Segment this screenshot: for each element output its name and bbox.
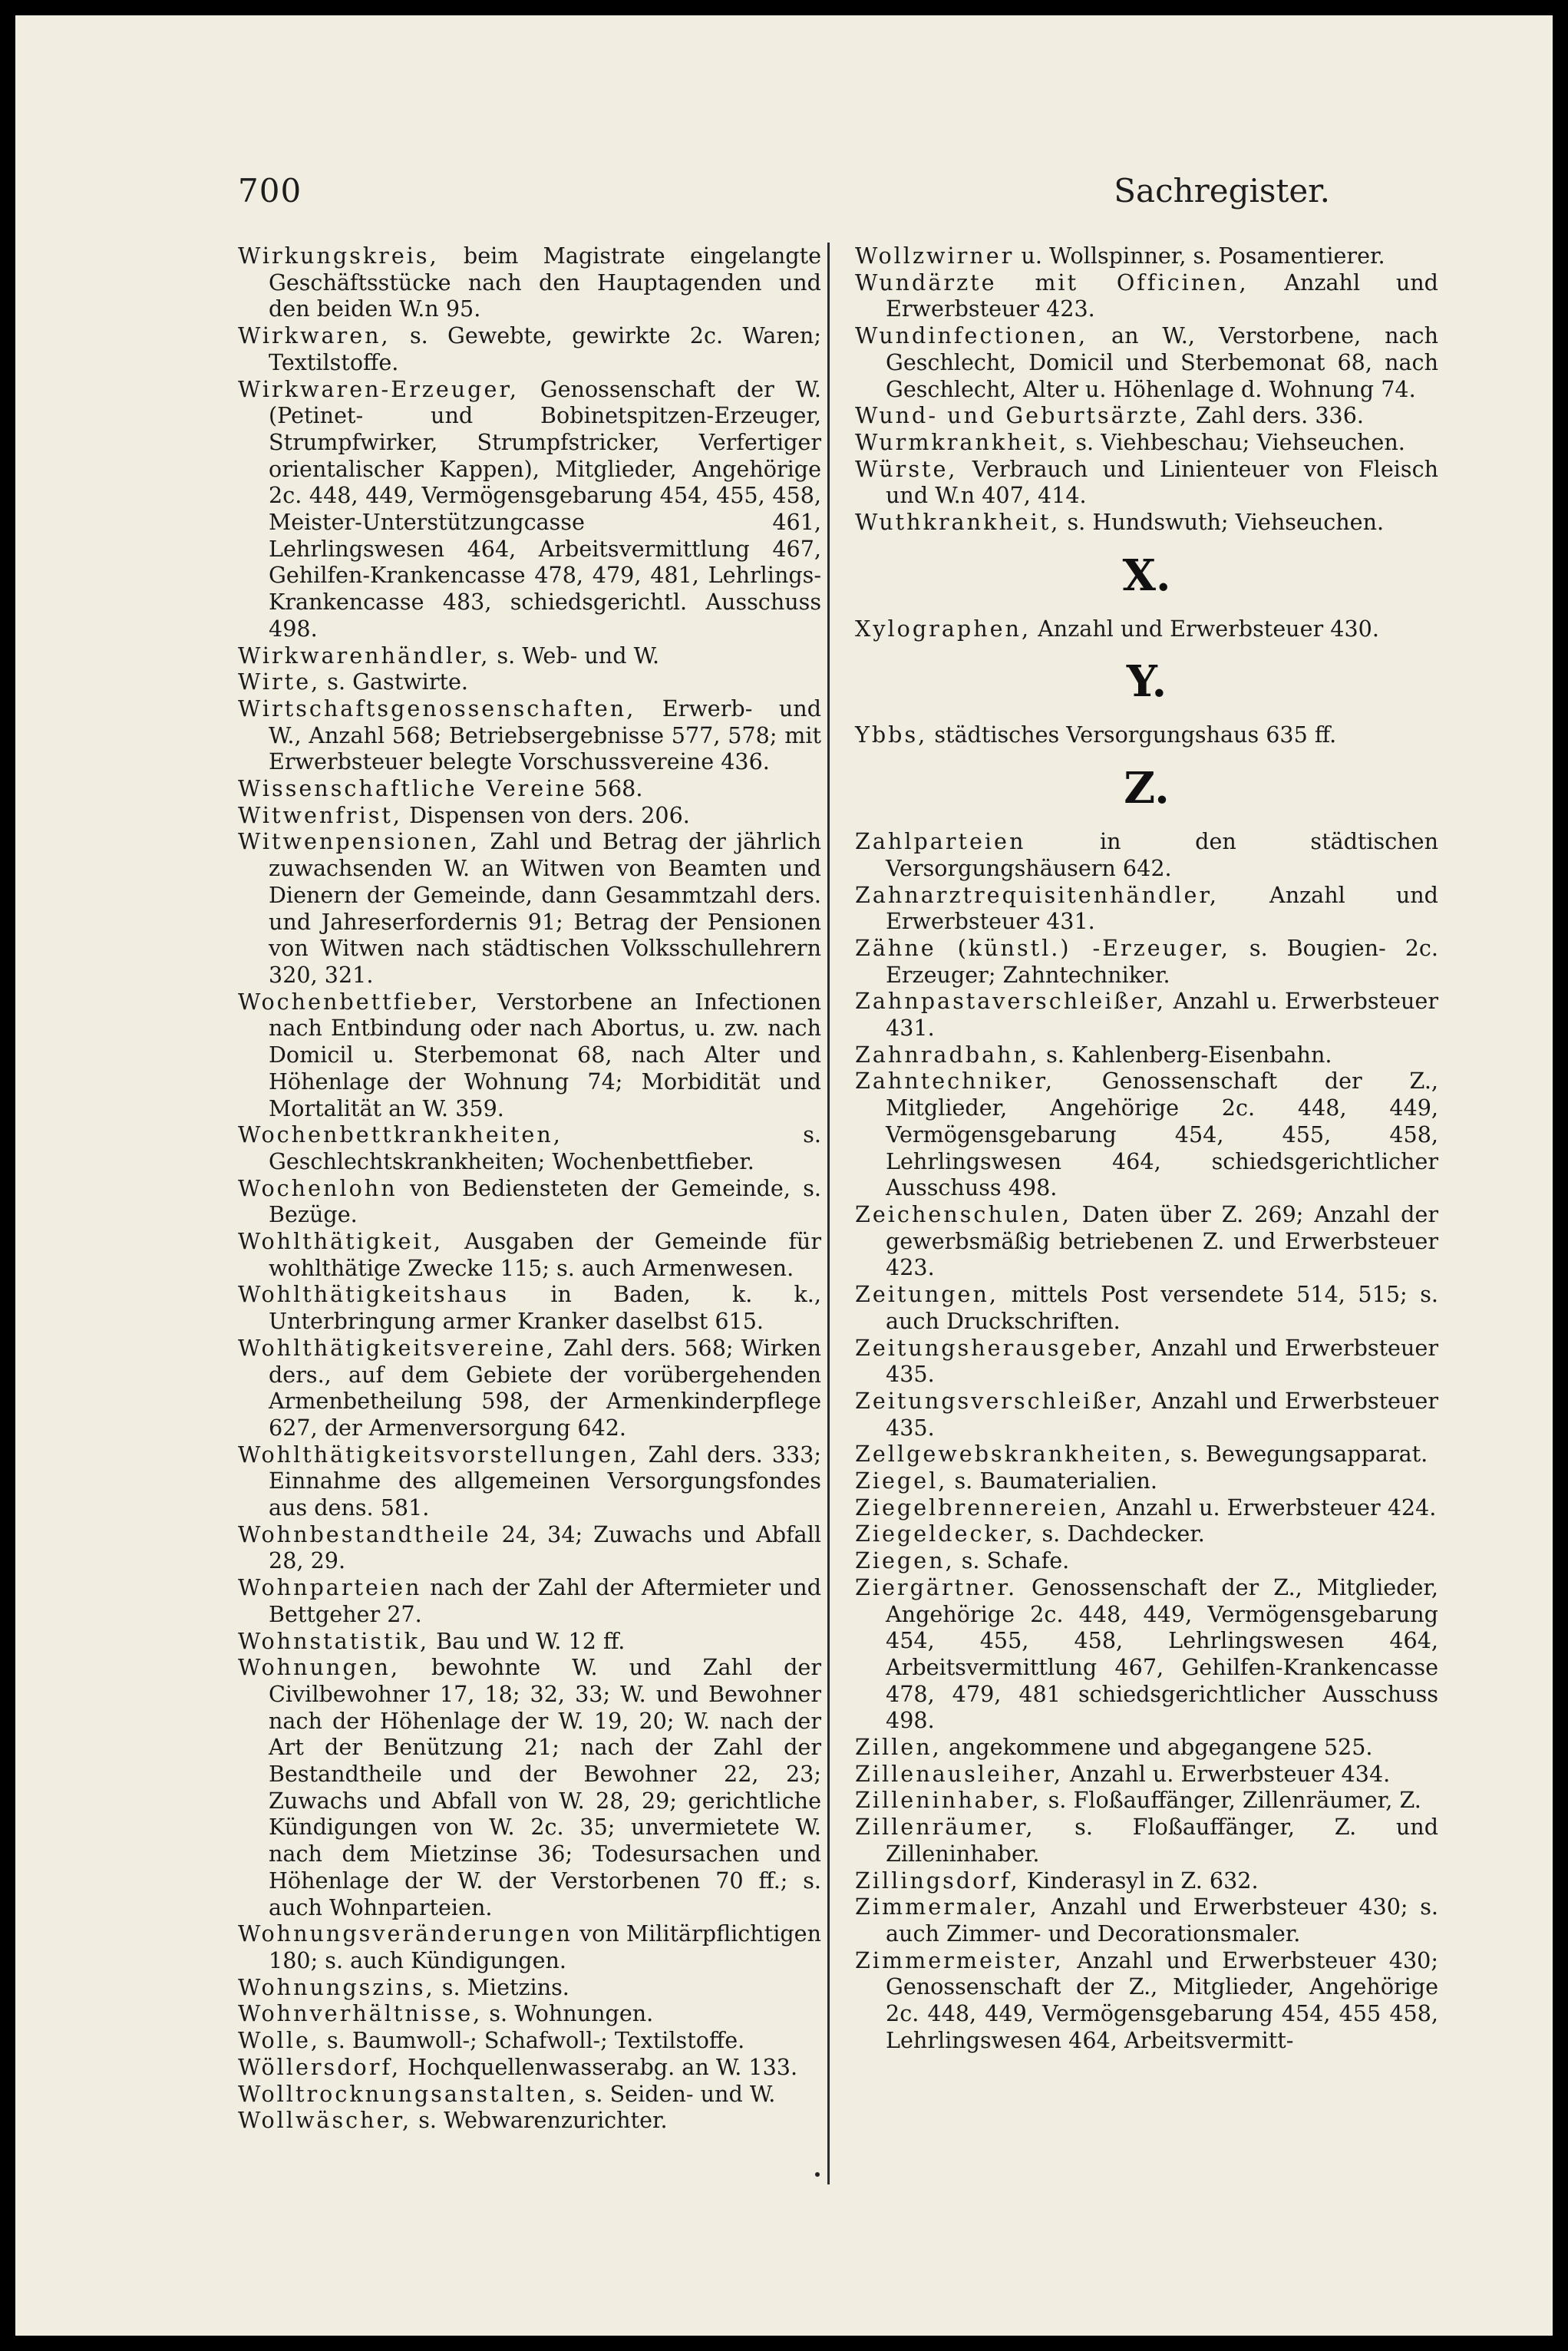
running-title: Sachregister. [1114, 172, 1330, 210]
entry-keyword: Wirkwaren-Erzeuger, [238, 375, 520, 402]
entry-keyword: Wuthkrankheit, [855, 509, 1061, 536]
entry-text: in den städtischen Versorgungshäusern 642. [886, 828, 1438, 881]
index-entry [238, 1628, 821, 1655]
entry-keyword: Wolltrocknungsanstalten, [238, 2080, 578, 2107]
entry-text: Anzahl und Erwerbsteuer 430. [1031, 615, 1379, 642]
entry-text: an W., Verstorbene, nach Geschlecht, Domicil und Sterbemonat 68, nach Geschlecht, Alter u. Höhenlage d. Wohnung 74. [886, 322, 1438, 402]
index-entry [855, 1068, 1438, 1201]
footer-mark [815, 2172, 820, 2177]
index-entry [855, 721, 1438, 748]
entry-keyword: Witwenfrist, [238, 801, 402, 828]
entry-keyword: Wöllersdorf, [238, 2053, 401, 2080]
index-entry [238, 1228, 821, 1281]
left-column [238, 243, 821, 2134]
entry-text: Anzahl und Erwerbsteuer 435. [886, 1334, 1438, 1388]
page [15, 15, 1553, 2336]
entry-text: Kinderasyl in Z. 632. [1019, 1867, 1259, 1894]
entry-text: Bau und W. 12 ff. [429, 1627, 626, 1654]
index-entry [855, 1521, 1438, 1547]
entry-text: s. Baumwoll-; Schafwoll-; Textilstoffe. [319, 2027, 745, 2054]
index-entry [855, 1761, 1438, 1788]
entry-keyword: Zeitungsverschleißer, [855, 1387, 1144, 1414]
index-entry [855, 429, 1438, 456]
entry-keyword: Wirtschaftsgenossenschaften, [238, 695, 636, 721]
index-entry [238, 989, 821, 1122]
entry-text: Genossenschaft der Z., Mitglieder, Angehörige 2c. 448, 449, Vermögensgebarung 454, 455, 458, Lehrlingswesen 464, schiedsgerichtlicher Ausschuss 498. [886, 1068, 1438, 1201]
index-entry [855, 1867, 1438, 1894]
entry-keyword: Zahnarztrequisitenhändler, [855, 881, 1219, 908]
index-entry [855, 269, 1438, 322]
entry-keyword: Wirkwarenhändler, [238, 642, 490, 669]
entry-text: Verbrauch und Linienteuer von Fleisch und W.n 407, 414. [886, 455, 1438, 509]
entry-keyword: Zeitungen, [855, 1281, 999, 1308]
index-entry [238, 775, 821, 802]
entry-keyword: Zellgewebskrankheiten, [855, 1441, 1174, 1468]
index-entry [855, 828, 1438, 881]
entry-keyword: Wirkungskreis, [238, 243, 439, 269]
index-entry [238, 828, 821, 988]
index-entry [855, 1441, 1438, 1468]
index-entry [855, 1787, 1438, 1814]
section-letter-z: Z. [1124, 763, 1170, 814]
entry-keyword: Ziegelbrennereien, [855, 1494, 1110, 1521]
entry-text: s. Webwarenzurichter. [411, 2107, 668, 2134]
index-entry [855, 1388, 1438, 1441]
entry-text: Verstorbene an Infectionen nach Entbindung oder nach Abortus, u. zw. nach Domicil u. Sterbemonat 68, nach Alter und Höhenlage der Wohnung 74; Morbidität und Mortalität an W. 359. [269, 988, 821, 1121]
entry-text: Genossenschaft der W. (Petinet- und Bobinetspitzen-Erzeuger, Strumpfwirker, Strumpfstricker, Verfertiger orientalischer Kappen), Mitglieder, Angehörige 2c. 448, 449, Vermögensgebarung 454, 455, 458, Meister-Unterstützungcasse 461, Lehrlingswesen 464, Arbeitsvermittlung 467, Gehilfen-Krankencasse 478, 479, 481, Lehrlings-Krankencasse 483, schiedsgerichtl. Ausschuss 498. [269, 375, 821, 642]
index-entry [238, 2107, 821, 2134]
entry-keyword: Wochenlohn [238, 1174, 398, 1201]
index-entry [855, 882, 1438, 935]
entry-keyword: Würste, [855, 455, 958, 482]
entry-keyword: Wund- und Geburtsärzte, [855, 402, 1189, 429]
entry-keyword: Wirte, [238, 669, 321, 695]
index-entry [238, 1654, 821, 1920]
index-entry [855, 1494, 1438, 1521]
entry-keyword: Wolle, [238, 2027, 320, 2054]
index-entry [238, 1281, 821, 1334]
entry-text: s. Kahlenberg-Eisenbahn. [1039, 1041, 1332, 1068]
index-entry [238, 243, 821, 322]
entry-keyword: Zeitungsherausgeber, [855, 1334, 1144, 1361]
section-letter-y: Y. [1126, 656, 1167, 708]
index-entry [238, 1920, 821, 1973]
entry-keyword: Wohnverhältnisse, [238, 2000, 483, 2027]
entry-keyword: Zahntechniker, [855, 1068, 1055, 1095]
index-entry [238, 1335, 821, 1441]
entry-keyword: Wohlthätigkeitshaus [238, 1281, 510, 1308]
entry-keyword: Zimmermeister, [855, 1947, 1064, 1973]
index-entry [238, 2081, 821, 2108]
index-entry [238, 1121, 821, 1174]
index-entry [855, 935, 1438, 988]
entry-text: angekommene und abgegangene 525. [941, 1734, 1373, 1761]
entry-text: s. Dachdecker. [1035, 1521, 1205, 1547]
entry-text: s. Web- und W. [490, 642, 660, 669]
entry-text: s. Wohnungen. [482, 2000, 654, 2027]
index-entry [855, 988, 1438, 1041]
entry-text: nach der Zahl der Aftermieter und Bettgeher 27. [269, 1574, 821, 1627]
entry-keyword: Zillenausleiher, [855, 1760, 1063, 1787]
entry-text: bewohnte W. und Zahl der Civilbewohner 17, 18; 32, 33; W. und Bewohner nach der Höhenlage der W. 19, 20; W. nach der Art der Benützung 21; nach der Zahl der Bestandtheile und der Bewohner 22, 23; Zuwachs und Abfall von W. 28, 29; gerichtliche Kündigungen von W. 2c. 35; unvermietete W. nach dem Mietzinse 36; Todesursachen und Höhenlage der W. der Verstorbenen 70 ff.; s. auch Wohnparteien. [269, 1654, 821, 1920]
entry-text: 568. [586, 775, 643, 802]
index-entry [855, 1574, 1438, 1734]
index-entry [238, 669, 821, 695]
index-entry [855, 1734, 1438, 1761]
index-entry [238, 642, 821, 669]
index-entry [238, 2054, 821, 2081]
entry-keyword: Wohnstatistik, [238, 1627, 430, 1654]
index-entry [855, 1468, 1438, 1494]
entry-text: Daten über Z. 269; Anzahl der gewerbsmäßig betriebenen Z. und Erwerbsteuer 423. [886, 1200, 1438, 1281]
index-entry [238, 1974, 821, 2001]
entry-keyword: Wochenbettfieber, [238, 988, 480, 1015]
entry-text: von Militärpflichtigen 180; s. auch Kündigungen. [269, 1920, 821, 1973]
page-header [223, 172, 1345, 218]
entry-text: s. Bewegungsapparat. [1173, 1441, 1428, 1468]
entry-keyword: Wohlthätigkeitsvereine, [238, 1334, 556, 1361]
index-entry [238, 376, 821, 642]
entry-text: s. Schafe. [954, 1547, 1070, 1574]
section-letter-x: X. [1122, 550, 1171, 601]
entry-keyword: Zeichenschulen, [855, 1200, 1071, 1227]
entry-keyword: Wohlthätigkeitsvorstellungen, [238, 1441, 639, 1468]
entry-text: Zahl ders. 333; Einnahme des allgemeinen Versorgungsfondes aus dens. 581. [269, 1441, 821, 1521]
entry-text: 24, 34; Zuwachs und Abfall 28, 29. [269, 1521, 821, 1574]
entry-keyword: Ziegen, [855, 1547, 955, 1574]
entry-keyword: Wirkwaren, [238, 322, 391, 349]
entry-text: Zahl und Betrag der jährlich zuwachsenden W. an Witwen von Beamten und Dienern der Gemeinde, dann Gesammtzahl ders. und Jahreserfordernis 91; Betrag der Pensionen von Witwen nach städtischen Volksschullehrern 320, 321. [269, 828, 821, 988]
index-entry [855, 1201, 1438, 1281]
index-entry [855, 1335, 1438, 1388]
entry-keyword: Xylographen, [855, 615, 1032, 642]
entry-text: Anzahl u. Erwerbsteuer 434. [1062, 1760, 1391, 1787]
entry-keyword: Zillen, [855, 1734, 942, 1761]
entry-keyword: Ybbs, [855, 721, 928, 748]
entry-text: mittels Post versendete 514, 515; s. auch Druckschriften. [886, 1281, 1438, 1334]
entry-text: beim Magistrate eingelangte Geschäftsstücke nach den Hauptagenden und den beiden W.n 95. [269, 243, 821, 322]
index-entry [855, 509, 1438, 536]
entry-text: s. Baumaterialien. [947, 1468, 1157, 1494]
entry-text: s. Viehbeschau; Viehseuchen. [1068, 428, 1405, 455]
entry-text: Anzahl und Erwerbsteuer 423. [886, 269, 1438, 322]
entry-keyword: Witwenpensionen, [238, 828, 480, 855]
entry-text: Anzahl und Erwerbsteuer 430; Genossenschaft der Z., Mitglieder, Angehörige 2c. 448, 449, Vermögensgebarung 454, 455 458, Lehrlingswesen 464, Arbeitsvermitt- [886, 1947, 1438, 2053]
index-entry [238, 802, 821, 829]
entry-text: s. Gewebte, gewirkte 2c. Waren; Textilstoffe. [269, 322, 821, 375]
entry-keyword: Ziergärtner. [855, 1573, 1018, 1600]
index-entry [855, 1547, 1438, 1574]
index-entry [238, 1175, 821, 1228]
entry-text: s. Floßauffänger, Z. und Zilleninhaber. [886, 1814, 1438, 1867]
column-divider [827, 243, 830, 2184]
index-entry [238, 2000, 821, 2027]
entry-text: Anzahl u. Erwerbsteuer 424. [1109, 1494, 1437, 1521]
entry-keyword: Zahnpastaverschleißer, [855, 988, 1167, 1015]
entry-keyword: Wochenbettkrankheiten, [238, 1121, 563, 1148]
entry-keyword: Zillingsdorf, [855, 1867, 1020, 1894]
entry-keyword: Wundärzte mit Officinen, [855, 269, 1249, 296]
entry-text: s. Seiden- und W. [577, 2080, 776, 2107]
entry-keyword: Wollzwirner [855, 243, 1015, 269]
entry-text: Anzahl u. Erwerbsteuer 431. [886, 988, 1438, 1042]
index-entry [855, 402, 1438, 429]
index-entry [238, 695, 821, 775]
index-entry [238, 1441, 821, 1521]
entry-keyword: Wissenschaftliche Vereine [238, 775, 587, 802]
entry-keyword: Wohnungszins, [238, 1973, 435, 2000]
entry-keyword: Wohnbestandtheile [238, 1521, 491, 1547]
entry-text: Zahl ders. 568; Wirken ders., auf dem Gebiete der vorübergehenden Armenbetheilung 598, der Armenkinderpflege 627, der Armenversorgung 642. [269, 1334, 821, 1441]
index-entry [855, 456, 1438, 509]
entry-text: Zahl ders. 336. [1188, 402, 1365, 429]
index-entry [855, 1947, 1438, 2054]
entry-text: Anzahl und Erwerbsteuer 435. [886, 1387, 1438, 1441]
right-column [855, 243, 1438, 2053]
entry-text: s. Hundswuth; Viehseuchen. [1060, 509, 1385, 536]
entry-text: s. Bougien- 2c. Erzeuger; Zahntechniker. [886, 934, 1438, 988]
entry-text: s. Geschlechtskrankheiten; Wochenbettfieber. [269, 1121, 821, 1174]
index-entry [855, 1894, 1438, 1947]
entry-text: s. Gastwirte. [320, 669, 468, 695]
entry-keyword: Ziegeldecker, [855, 1521, 1035, 1547]
index-entry [238, 1574, 821, 1627]
entry-keyword: Wohnungsveränderungen [238, 1920, 573, 1947]
entry-keyword: Zahnradbahn, [855, 1041, 1040, 1068]
entry-keyword: Zimmermaler, [855, 1894, 1039, 1920]
entry-text: Dispensen von ders. 206. [402, 801, 690, 828]
entry-text: Erwerb- und W., Anzahl 568; Betriebsergebnisse 577, 578; mit Erwerbsteuer belegte Vorschussvereine 436. [269, 695, 821, 775]
page-number: 700 [238, 172, 302, 210]
entry-keyword: Zahlparteien [855, 828, 1026, 855]
entry-text: Genossenschaft der Z., Mitglieder, Angehörige 2c. 448, 449, Vermögensgebarung 454, 455, 458, Lehrlingswesen 464, Arbeitsvermittlung 467, Gehilfen-Krankencasse 478, 479, 481 schiedsgerichtlicher Ausschuss 498. [886, 1573, 1438, 1734]
index-entry [855, 616, 1438, 642]
index-entry [855, 1281, 1438, 1334]
index-entry [238, 322, 821, 375]
index-entry [855, 1814, 1438, 1867]
entry-text: s. Mietzins. [434, 1973, 569, 2000]
entry-keyword: Wurmkrankheit, [855, 428, 1069, 455]
index-entry [855, 322, 1438, 402]
entry-keyword: Wollwäscher, [238, 2107, 412, 2134]
entry-text: Anzahl und Erwerbsteuer 430; s. auch Zimmer- und Decorationsmaler. [886, 1894, 1438, 1947]
entry-text: Anzahl und Erwerbsteuer 431. [886, 881, 1438, 935]
entry-keyword: Wohnparteien [238, 1574, 422, 1601]
entry-keyword: Ziegel, [855, 1468, 948, 1494]
index-entry [238, 2027, 821, 2054]
entry-keyword: Wundinfectionen, [855, 322, 1088, 349]
entry-text: Hochquellenwasserabg. an W. 133. [401, 2053, 798, 2080]
entry-text: s. Floßauffänger, Zillenräumer, Z. [1041, 1787, 1421, 1814]
entry-keyword: Zähne (künstl.) -Erzeuger, [855, 934, 1230, 961]
index-entry [238, 1521, 821, 1574]
index-entry [855, 1042, 1438, 1068]
entry-text: u. Wollspinner, s. Posamentierer. [1014, 243, 1385, 269]
entry-text: in Baden, k. k., Unterbringung armer Kranker daselbst 615. [269, 1281, 821, 1335]
entry-keyword: Zilleninhaber, [855, 1787, 1041, 1814]
entry-keyword: Zillenräumer, [855, 1814, 1035, 1841]
entry-text: von Bediensteten der Gemeinde, s. Bezüge. [269, 1174, 821, 1228]
entry-keyword: Wohlthätigkeit, [238, 1228, 444, 1255]
entry-text: städtisches Versorgungshaus 635 ff. [927, 721, 1337, 748]
entry-keyword: Wohnungen, [238, 1654, 401, 1681]
index-entry [855, 243, 1438, 269]
entry-text: Ausgaben der Gemeinde für wohlthätige Zwecke 115; s. auch Armenwesen. [269, 1228, 821, 1281]
